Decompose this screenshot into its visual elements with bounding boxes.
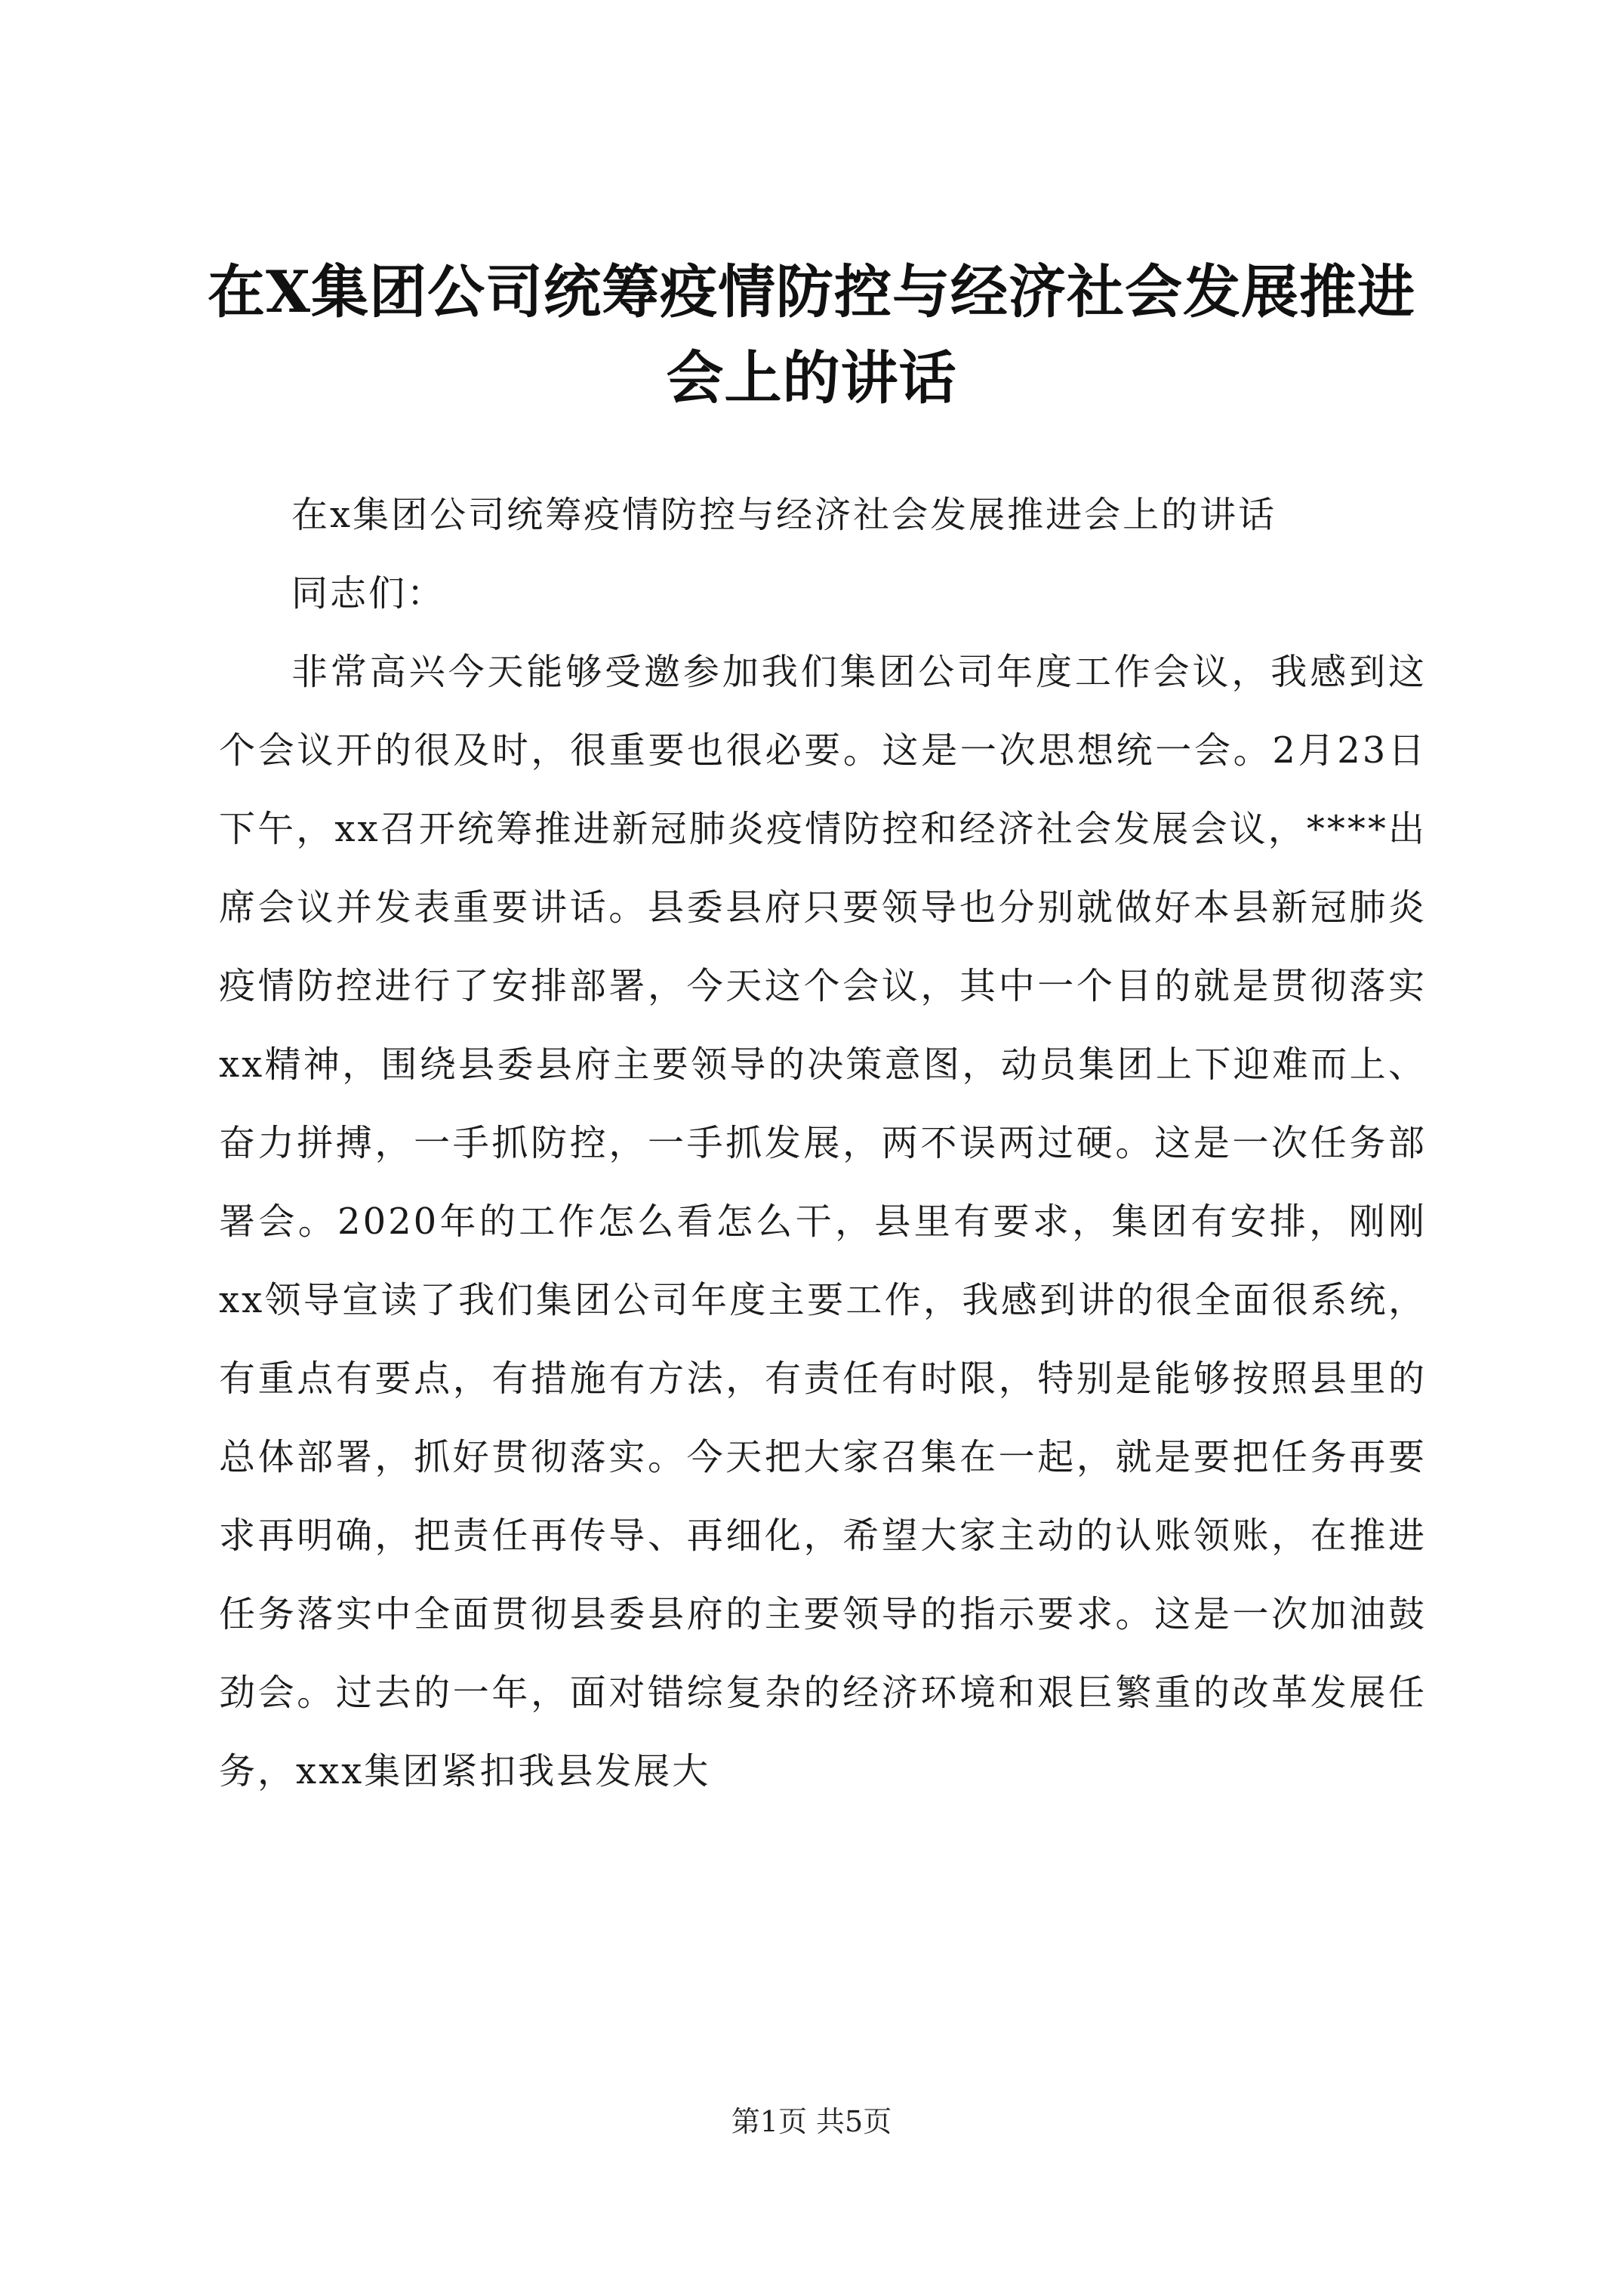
- paragraph-salutation: 同志们：: [291, 572, 446, 615]
- page-number-footer: 第1页 共5页: [731, 2105, 892, 2138]
- paragraph-heading: 在x集团公司统筹疫情防控与经济社会发展推进会上的讲话: [291, 494, 1277, 536]
- paragraph-main: 非常高兴今天能够受邀参加我们集团公司年度工作会议，我感到这个会议开的很及时，很重要也很必要。这是一次思想统一会。2月23日下午，xx召开统筹推进新冠肺炎疫情防控和经济社会发展会议，****出席会议并发表重要讲话。县委县府只要领导也分别就做好本县新冠肺炎疫情防控进行了安排部署，今天这个会议，其中一个目的就是贯彻落实xx精神，围绕县委县府主要领导的决策意图，动员集团上下迎难而上、奋力拼搏，一手抓防控，一手抓发展，两不误两过硬。这是一次任务部署会。2020年的工作怎么看怎么干，县里有要求，集团有安排，刚刚xx领导宣读了我们集团公司年度主要工作，我感到讲的很全面很系统，有重点有要点，有措施有方法，有责任有时限，特别是能够按照县里的总体部署，抓好贯彻落实。今天把大家召集在一起，就是要把任务再要求再明确，把责任再传导、再细化，希望大家主动的认账领账，在推进任务落实中全面贯彻县委县府的主要领导的指示要求。这是一次加油鼓劲会。过去的一年，面对错综复杂的经济环境和艰巨繁重的改革发展任务，xxx集团紧扣我县发展大: [219, 651, 1427, 1792]
- document-title: 在X集团公司统筹疫情防控与经济社会发展推进会上的讲话: [208, 258, 1415, 411]
- document-body: [219, 476, 1427, 1811]
